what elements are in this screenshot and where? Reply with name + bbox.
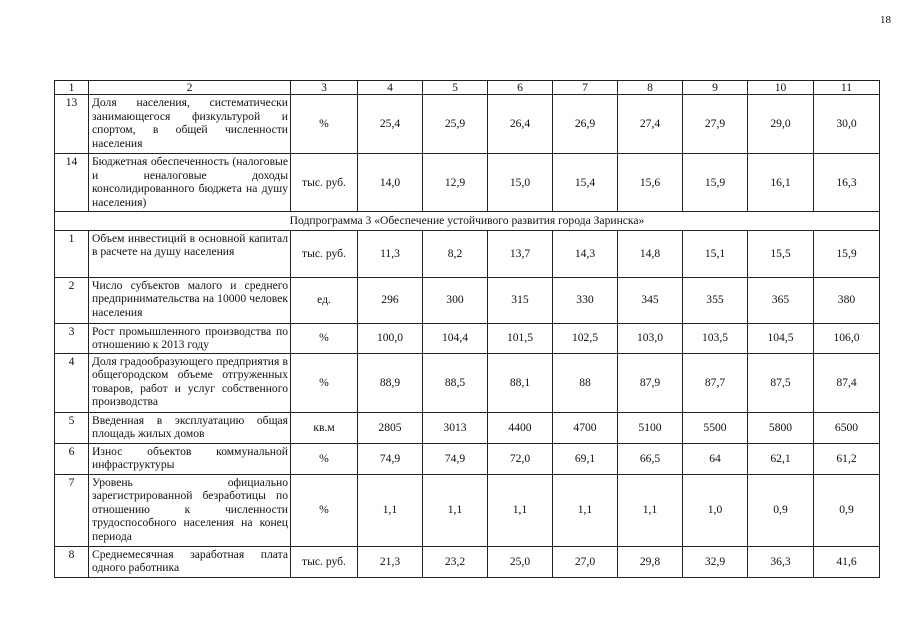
value-cell: 87,5 — [748, 353, 814, 412]
row-number: 8 — [55, 546, 89, 577]
page-number: 18 — [880, 14, 891, 26]
indicators-table — [54, 80, 880, 578]
value-cell: 88,1 — [488, 353, 553, 412]
indicator-name: Объем инвестиций в основной капитал в расчете на душу населения — [89, 230, 291, 277]
indicators-table-wrapper — [54, 80, 879, 578]
value-cell: 296 — [358, 277, 423, 323]
value-cell: 25,4 — [358, 95, 423, 154]
value-cell: 106,0 — [814, 323, 880, 353]
value-cell: 25,0 — [488, 546, 553, 577]
value-cell: 4400 — [488, 412, 553, 443]
value-cell: 25,9 — [423, 95, 488, 154]
unit-cell: % — [291, 474, 358, 546]
value-cell: 103,0 — [618, 323, 683, 353]
value-cell: 5100 — [618, 412, 683, 443]
column-number-header: 2 — [89, 81, 291, 95]
value-cell: 29,8 — [618, 546, 683, 577]
unit-cell: % — [291, 95, 358, 154]
value-cell: 15,4 — [553, 154, 618, 212]
value-cell: 16,1 — [748, 154, 814, 212]
value-cell: 15,1 — [683, 230, 748, 277]
value-cell: 104,5 — [748, 323, 814, 353]
value-cell: 14,0 — [358, 154, 423, 212]
value-cell: 15,9 — [683, 154, 748, 212]
indicator-name: Доля населения, систематически занимающегося физкультурой и спортом, в общей численности населения — [89, 95, 291, 154]
value-cell: 72,0 — [488, 443, 553, 474]
value-cell: 15,6 — [618, 154, 683, 212]
value-cell: 88,5 — [423, 353, 488, 412]
table-row — [55, 412, 880, 443]
value-cell: 30,0 — [814, 95, 880, 154]
value-cell: 74,9 — [423, 443, 488, 474]
value-cell: 330 — [553, 277, 618, 323]
section-row — [55, 212, 880, 231]
value-cell: 41,6 — [814, 546, 880, 577]
indicator-name: Число субъектов малого и среднего предпринимательства на 10000 человек населения — [89, 277, 291, 323]
value-cell: 66,5 — [618, 443, 683, 474]
indicator-name: Износ объектов коммунальной инфраструктуры — [89, 443, 291, 474]
value-cell: 315 — [488, 277, 553, 323]
table-row — [55, 443, 880, 474]
row-number: 6 — [55, 443, 89, 474]
column-number-header: 4 — [358, 81, 423, 95]
table-row — [55, 353, 880, 412]
value-cell: 15,9 — [814, 230, 880, 277]
column-number-header: 8 — [618, 81, 683, 95]
column-number-header: 3 — [291, 81, 358, 95]
value-cell: 88 — [553, 353, 618, 412]
value-cell: 13,7 — [488, 230, 553, 277]
row-number: 4 — [55, 353, 89, 412]
column-number-header: 9 — [683, 81, 748, 95]
value-cell: 1,1 — [488, 474, 553, 546]
value-cell: 2805 — [358, 412, 423, 443]
unit-cell: % — [291, 353, 358, 412]
column-number-header: 10 — [748, 81, 814, 95]
value-cell: 62,1 — [748, 443, 814, 474]
value-cell: 29,0 — [748, 95, 814, 154]
value-cell: 61,2 — [814, 443, 880, 474]
value-cell: 26,9 — [553, 95, 618, 154]
value-cell: 64 — [683, 443, 748, 474]
value-cell: 26,4 — [488, 95, 553, 154]
unit-cell: % — [291, 443, 358, 474]
row-number: 3 — [55, 323, 89, 353]
value-cell: 14,3 — [553, 230, 618, 277]
subprogram-title: Подпрограмма 3 «Обеспечение устойчивого развития города Заринска» — [55, 212, 880, 231]
value-cell: 6500 — [814, 412, 880, 443]
value-cell: 102,5 — [553, 323, 618, 353]
unit-cell: тыс. руб. — [291, 546, 358, 577]
row-number: 13 — [55, 95, 89, 154]
value-cell: 300 — [423, 277, 488, 323]
table-row — [55, 277, 880, 323]
table-row — [55, 230, 880, 277]
value-cell: 1,1 — [423, 474, 488, 546]
value-cell: 23,2 — [423, 546, 488, 577]
value-cell: 16,3 — [814, 154, 880, 212]
value-cell: 8,2 — [423, 230, 488, 277]
row-number: 5 — [55, 412, 89, 443]
value-cell: 36,3 — [748, 546, 814, 577]
unit-cell: тыс. руб. — [291, 154, 358, 212]
value-cell: 365 — [748, 277, 814, 323]
value-cell: 100,0 — [358, 323, 423, 353]
value-cell: 32,9 — [683, 546, 748, 577]
column-number-header: 7 — [553, 81, 618, 95]
value-cell: 87,4 — [814, 353, 880, 412]
value-cell: 87,9 — [618, 353, 683, 412]
value-cell: 4700 — [553, 412, 618, 443]
column-number-header: 5 — [423, 81, 488, 95]
indicator-name: Доля градообразующего предприятия в общегородском объеме отгруженных товаров, работ и услуг собственного производства — [89, 353, 291, 412]
value-cell: 1,1 — [358, 474, 423, 546]
table-row — [55, 474, 880, 546]
value-cell: 27,0 — [553, 546, 618, 577]
column-number-header: 1 — [55, 81, 89, 95]
unit-cell: ед. — [291, 277, 358, 323]
value-cell: 345 — [618, 277, 683, 323]
table-row — [55, 546, 880, 577]
indicator-name: Рост промышленного производства по отношению к 2013 году — [89, 323, 291, 353]
indicator-name: Введенная в эксплуатацию общая площадь жилых домов — [89, 412, 291, 443]
indicator-name: Среднемесячная заработная плата одного работника — [89, 546, 291, 577]
table-header-row — [55, 81, 880, 95]
unit-cell: тыс. руб. — [291, 230, 358, 277]
value-cell: 3013 — [423, 412, 488, 443]
table-body — [55, 81, 880, 578]
row-number: 1 — [55, 230, 89, 277]
column-number-header: 6 — [488, 81, 553, 95]
value-cell: 69,1 — [553, 443, 618, 474]
value-cell: 101,5 — [488, 323, 553, 353]
value-cell: 12,9 — [423, 154, 488, 212]
row-number: 2 — [55, 277, 89, 323]
value-cell: 380 — [814, 277, 880, 323]
value-cell: 21,3 — [358, 546, 423, 577]
value-cell: 27,4 — [618, 95, 683, 154]
table-row — [55, 154, 880, 212]
value-cell: 1,1 — [618, 474, 683, 546]
value-cell: 103,5 — [683, 323, 748, 353]
table-row — [55, 323, 880, 353]
value-cell: 0,9 — [748, 474, 814, 546]
value-cell: 0,9 — [814, 474, 880, 546]
table-row — [55, 95, 880, 154]
value-cell: 74,9 — [358, 443, 423, 474]
value-cell: 355 — [683, 277, 748, 323]
indicator-name: Бюджетная обеспеченность (налоговые и неналоговые доходы консолидированного бюджета на душу населения) — [89, 154, 291, 212]
value-cell: 1,0 — [683, 474, 748, 546]
row-number: 14 — [55, 154, 89, 212]
value-cell: 5800 — [748, 412, 814, 443]
value-cell: 88,9 — [358, 353, 423, 412]
value-cell: 104,4 — [423, 323, 488, 353]
unit-cell: % — [291, 323, 358, 353]
column-number-header: 11 — [814, 81, 880, 95]
row-number: 7 — [55, 474, 89, 546]
value-cell: 11,3 — [358, 230, 423, 277]
value-cell: 27,9 — [683, 95, 748, 154]
value-cell: 87,7 — [683, 353, 748, 412]
value-cell: 5500 — [683, 412, 748, 443]
value-cell: 14,8 — [618, 230, 683, 277]
unit-cell: кв.м — [291, 412, 358, 443]
value-cell: 15,0 — [488, 154, 553, 212]
value-cell: 1,1 — [553, 474, 618, 546]
value-cell: 15,5 — [748, 230, 814, 277]
indicator-name: Уровень официально зарегистрированной безработицы по отношению к численности трудоспособного населения на конец периода — [89, 474, 291, 546]
